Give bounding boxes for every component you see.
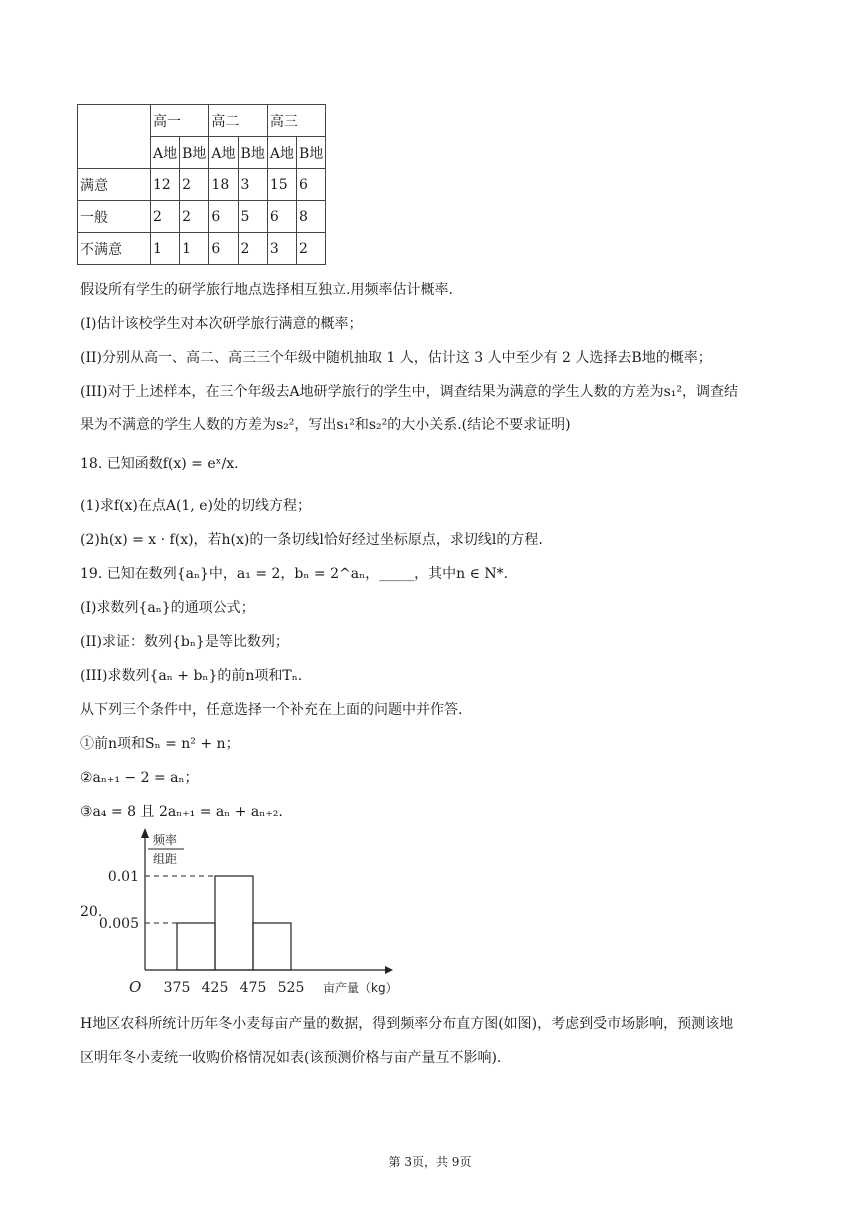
table-cell: 3 xyxy=(238,169,267,201)
table-row-label: 不满意 xyxy=(78,233,151,265)
y-axis-arrow xyxy=(141,828,149,838)
q19-condition-2: ②aₙ₊₁ − 2 = aₙ； xyxy=(80,770,199,786)
table-cell: 1 xyxy=(180,233,209,265)
q19-condition-1: ①前n项和Sₙ = n² + n； xyxy=(80,736,240,752)
table-cell: 6 xyxy=(296,169,325,201)
table-cell: 15 xyxy=(267,169,296,201)
survey-table xyxy=(77,104,326,265)
q20-text-line2: 区明年冬小麦统一收购价格情况如表(该预测价格与亩产量互不影响). xyxy=(80,1050,502,1066)
table-cell: 6 xyxy=(267,201,296,233)
table-row xyxy=(78,105,326,137)
table-cell: 12 xyxy=(151,169,180,201)
table-row-label: 满意 xyxy=(78,169,151,201)
q17-part3-line2: 果为不满意的学生人数的方差为s₂²，写出s₁²和s₂²的大小关系.(结论不要求证明) xyxy=(80,417,571,433)
q19-part2: (II)求证：数列{bₙ}是等比数列； xyxy=(80,634,289,650)
table-cell: 8 xyxy=(296,201,325,233)
table-header-grade-1: 高一 xyxy=(151,105,209,137)
x-tick-label: 525 xyxy=(277,980,305,996)
q19-instruction: 从下列三个条件中，任意选择一个补充在上面的问题中并作答. xyxy=(80,702,463,718)
y-axis-label-numerator: 频率 xyxy=(152,833,178,847)
x-tick-label: 475 xyxy=(239,980,267,996)
q17-part2: (II)分别从高一、高二、高三三个年级中随机抽取 1 人，估计这 3 人中至少有 2 人选择去B地的概率； xyxy=(80,350,712,366)
histogram-bar xyxy=(215,876,253,970)
q19-condition-3: ③a₄ = 8 且 2aₙ₊₁ = aₙ + aₙ₊₂. xyxy=(80,804,283,820)
table-cell: 2 xyxy=(180,169,209,201)
histogram-chart xyxy=(95,826,415,996)
table-row xyxy=(78,201,326,233)
table-cell: 18 xyxy=(209,169,238,201)
table-subheader-cell: A地 xyxy=(267,137,296,169)
table-subheader-cell: B地 xyxy=(296,137,325,169)
table-cell: 2 xyxy=(180,201,209,233)
table-corner-cell xyxy=(78,105,151,169)
table-cell: 2 xyxy=(238,233,267,265)
q19-part3: (III)求数列{aₙ + bₙ}的前n项和Tₙ. xyxy=(80,668,303,684)
q20-text-line1: H地区农科所统计历年冬小麦每亩产量的数据，得到频率分布直方图(如图)，考虑到受市场影响，预测该地 xyxy=(80,1016,734,1032)
q19-stem: 19. 已知在数列{aₙ}中，a₁ = 2，bₙ = 2^aₙ，_____，其中n ∈ N*. xyxy=(80,566,509,582)
table-header-grade-2: 高二 xyxy=(209,105,267,137)
x-tick-label: 425 xyxy=(201,980,229,996)
y-tick-label: 0.005 xyxy=(98,916,139,932)
table-row-label: 一般 xyxy=(78,201,151,233)
q17-assumption: 假设所有学生的研学旅行地点选择相互独立.用频率估计概率. xyxy=(80,282,453,298)
q20-number: 20. xyxy=(80,904,103,920)
table-subheader-cell: A地 xyxy=(209,137,238,169)
table-subheader-cell: B地 xyxy=(180,137,209,169)
x-tick-label: 375 xyxy=(163,980,191,996)
y-tick-label: 0.01 xyxy=(107,869,139,885)
table-header-grade-3: 高三 xyxy=(267,105,325,137)
x-axis-label: 亩产量（kg） xyxy=(323,981,398,995)
table-cell: 6 xyxy=(209,233,238,265)
histogram-bar xyxy=(253,923,291,970)
page-footer: 第 3页，共 9页 xyxy=(388,1155,472,1169)
table-cell: 6 xyxy=(209,201,238,233)
histogram-bar xyxy=(177,923,215,970)
x-axis-arrow xyxy=(385,966,393,974)
origin-label: O xyxy=(129,978,142,996)
q19-part1: (I)求数列{aₙ}的通项公式； xyxy=(80,600,255,616)
table-subheader-cell: B地 xyxy=(238,137,267,169)
table-row xyxy=(78,233,326,265)
table-subheader-cell: A地 xyxy=(151,137,180,169)
table-cell: 2 xyxy=(296,233,325,265)
q18-part1: (1)求f(x)在点A(1, e)处的切线方程； xyxy=(80,498,311,514)
table-cell: 1 xyxy=(151,233,180,265)
q17-part3-line1: (III)对于上述样本，在三个年级去A地研学旅行的学生中，调查结果为满意的学生人数的方差为s₁²，调查结 xyxy=(80,384,739,400)
table-cell: 5 xyxy=(238,201,267,233)
q18-part2: (2)h(x) = x · f(x)，若h(x)的一条切线l恰好经过坐标原点，求切线l的方程. xyxy=(80,532,543,548)
table-cell: 3 xyxy=(267,233,296,265)
y-axis-label-denominator: 组距 xyxy=(152,852,178,866)
table-cell: 2 xyxy=(151,201,180,233)
q18-stem: 18. 已知函数f(x) = eˣ/x. xyxy=(80,456,239,472)
table-row xyxy=(78,169,326,201)
q17-part1: (I)估计该校学生对本次研学旅行满意的概率； xyxy=(80,316,363,332)
